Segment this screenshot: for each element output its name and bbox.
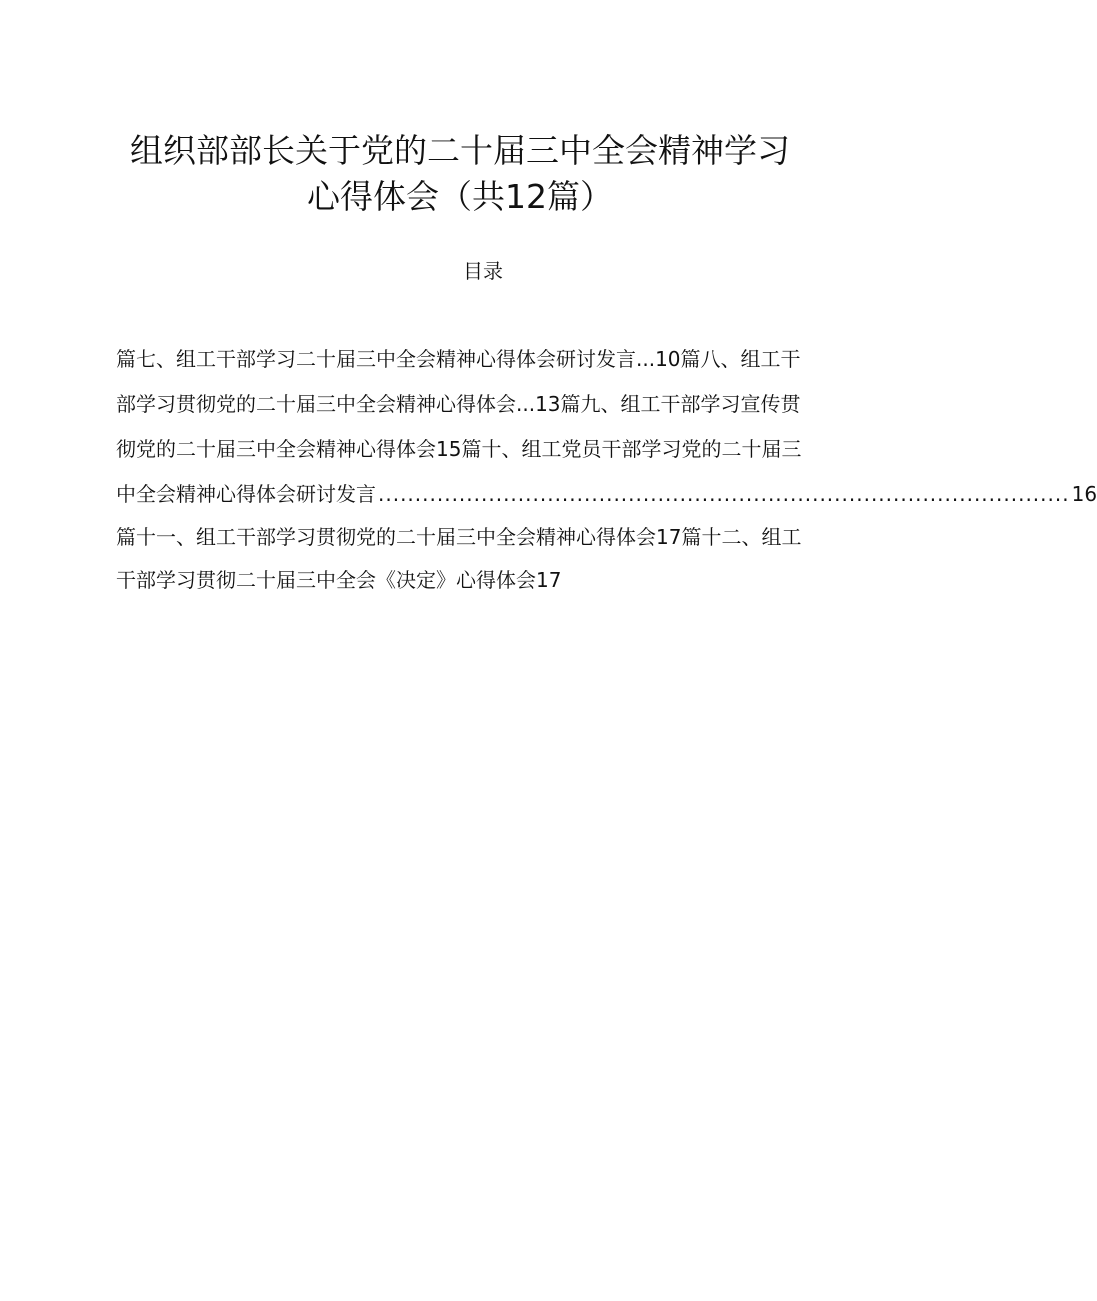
toc-entry-text: 中全会精神心得体会研讨发言 [116, 482, 376, 506]
document-title-line-1: 组织部部长关于党的二十届三中全会精神学习 [130, 131, 790, 170]
document-title-line-2: 心得体会（共12篇） [307, 177, 613, 216]
toc-dot-leader: .............................................................................................. [378, 482, 1070, 506]
toc-entry-dotted [116, 479, 1097, 509]
toc-page-number: 16 [1071, 482, 1097, 506]
toc-line: 彻党的二十届三中全会精神心得体会15篇十、组工党员干部学习党的二十届三 [116, 437, 802, 461]
toc-line: 干部学习贯彻二十届三中全会《决定》心得体会17 [116, 568, 562, 592]
toc-line: 部学习贯彻党的二十届三中全会精神心得体会...13篇九、组工干部学习宣传贯 [116, 392, 801, 416]
toc-heading: 目录 [463, 259, 503, 283]
toc-line: 篇七、组工干部学习二十届三中全会精神心得体会研讨发言...10篇八、组工干 [116, 347, 801, 371]
toc-line: 篇十一、组工干部学习贯彻党的二十届三中全会精神心得体会17篇十二、组工 [116, 525, 802, 549]
